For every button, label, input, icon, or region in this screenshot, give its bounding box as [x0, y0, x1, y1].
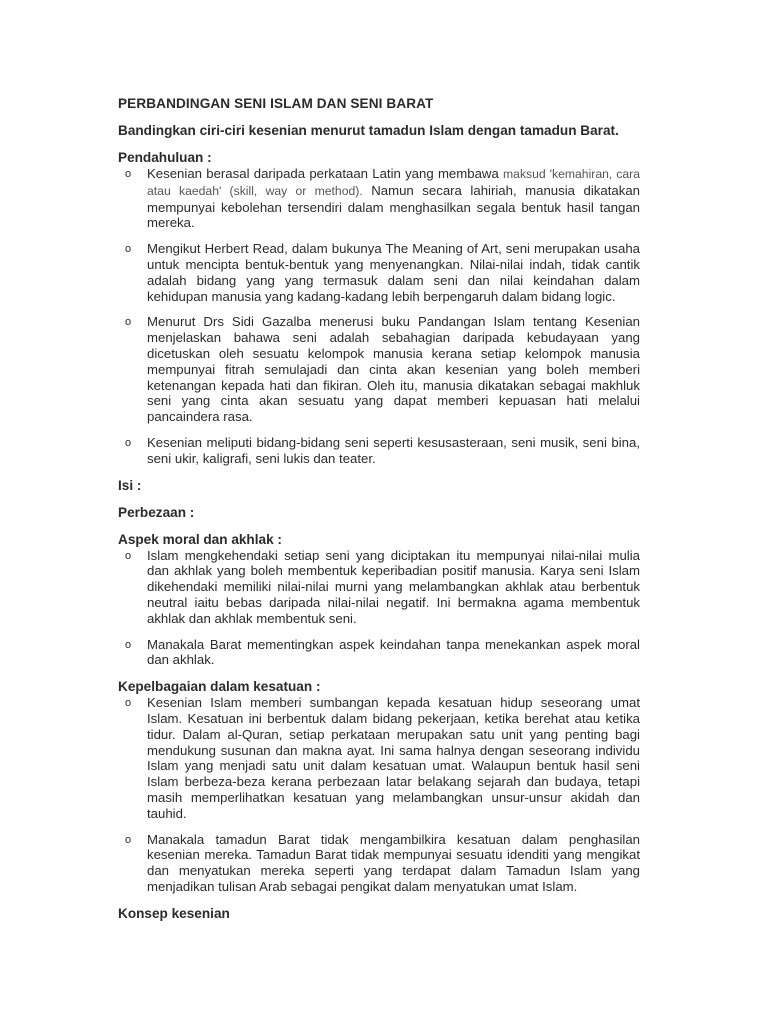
section-heading-isi: Isi : — [118, 477, 142, 493]
list-item-text: Namun secara lahiriah, manusia dikatakan mempunyai kebolehan tersendiri dalam menghasilkan segala bentuk hasil tangan mereka. — [147, 182, 640, 231]
list-pendahuluan — [118, 166, 640, 467]
list-item — [118, 695, 640, 821]
bullet-marker: o — [125, 316, 132, 329]
list-item-text-quote: maksud 'kemahiran, cara atau kaedah' (skill, way or method). — [147, 167, 640, 198]
bullet-marker: o — [125, 833, 132, 846]
document-page — [118, 95, 640, 922]
list-item — [118, 548, 640, 627]
bullet-marker: o — [125, 436, 132, 449]
bullet-marker: o — [125, 638, 132, 651]
list-item-text: Manakala tamadun Barat tidak mengambilkira kesatuan dalam penghasilan kesenian mereka. Tamadun Barat tidak mempunyai sesuatu idenditi yang mengikat dan menyatukan mereka seperti yang terdapat dalam Tamadun Islam yang menjadikan tulisan Arab sebagai pengikat dalam menyatukan umat Islam. — [147, 831, 640, 894]
list-item-text: Mengikut Herbert Read, dalam bukunya The Meaning of Art, seni merupakan usaha untuk mencipta bentuk-bentuk yang menyenangkan. Nilai-nilai indah, tidak cantik adalah bidang yang yang termasuk dalam seni dan nilai keindahan dalam kehidupan manusia yang kadang-kadang lebih berpengaruh dalam bidang logic. — [147, 241, 640, 304]
question-heading: Bandingkan ciri-ciri kesenian menurut tamadun Islam dengan tamadun Barat. — [118, 123, 619, 138]
list-item — [118, 435, 640, 467]
list-item-text: Manakala Barat mementingkan aspek keindahan tanpa menekankan aspek moral dan akhlak. — [147, 636, 640, 668]
list-item — [118, 314, 640, 425]
list-item-text: Kesenian berasal daripada perkataan Latin yang membawa — [147, 166, 504, 181]
list-item-text: Menurut Drs Sidi Gazalba menerusi buku Pandangan Islam tentang Kesenian menjelaskan bahawa seni adalah sebahagian daripada kebudayaan yang dicetuskan oleh sesuatu kelompok manusia kerana setiap kelompok manusia mempunyai fitrah semulajadi dan cinta akan kesenian yang boleh memberi ketenangan kepada hati dan fikiran. Oleh itu, manusia dikatakan sebagai makhluk seni yang cinta akan sesuatu yang dapat memberi kepuasan hati melalui pancaindera rasa. — [147, 314, 640, 425]
section-heading-kepelbagaian: Kepelbagaian dalam kesatuan : — [118, 679, 321, 695]
bullet-marker: o — [125, 168, 132, 180]
list-item — [118, 637, 640, 669]
list-item — [118, 241, 640, 304]
bullet-marker: o — [125, 549, 132, 562]
section-heading-aspek-moral: Aspek moral dan akhlak : — [118, 531, 282, 547]
list-kepelbagaian — [118, 695, 640, 895]
bullet-marker: o — [125, 243, 132, 256]
section-heading-perbezaan: Perbezaan : — [118, 504, 195, 520]
list-item-text: Kesenian Islam memberi sumbangan kepada kesatuan hidup seseorang umat Islam. Kesatuan ini berbentuk dalam bidang pekerjaan, ketika berehat atau ketika tidur. Dalam al-Quran, setiap perkataan merupakan satu unit yang penting bagi mendukung susunan dan makna ayat. Ini sama halnya dengan seseorang individu Islam yang menjadi satu unit dalam kesatuan umat. Walaupun bentuk hasil seni Islam berbeza-beza kerana perbezaan latar belakang sejarah dan budaya, tetapi masih memperlihatkan kesatuan yang melambangkan unsur-unsur akidah dan tauhid. — [147, 695, 640, 821]
document-title: PERBANDINGAN SENI ISLAM DAN SENI BARAT — [118, 96, 434, 111]
section-heading-pendahuluan: Pendahuluan : — [118, 150, 212, 165]
list-aspek-moral — [118, 548, 640, 669]
list-item — [118, 166, 640, 231]
list-item-text: Kesenian meliputi bidang-bidang seni seperti kesusasteraan, seni musik, seni bina, seni ukir, kaligrafi, seni lukis dan teater. — [147, 434, 640, 466]
section-heading-konsep: Konsep kesenian — [118, 905, 230, 921]
list-item — [118, 832, 640, 895]
bullet-marker: o — [125, 697, 132, 710]
list-item-text: Islam mengkehendaki setiap seni yang diciptakan itu mempunyai nilai-nilai mulia dan akhlak yang boleh membentuk keperibadian positif manusia. Karya seni Islam dikehendaki memiliki nilai-nilai murni yang melambangkan akhlak atau berbentuk neutral iaitu bebas daripada nilai-nilai negatif. Ini bermakna agama membentuk akhlak dan akhlak membentuk seni. — [147, 547, 640, 626]
